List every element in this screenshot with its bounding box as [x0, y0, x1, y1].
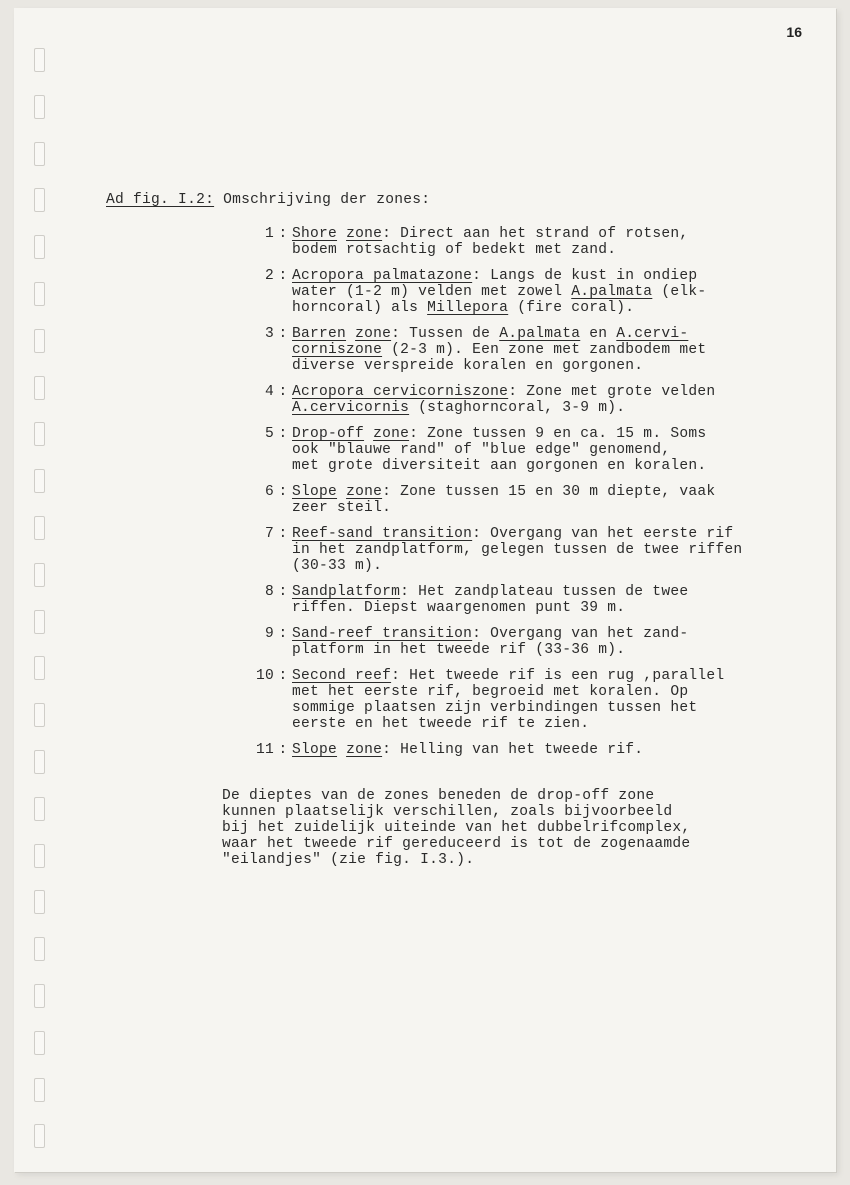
zone-description [292, 268, 796, 316]
zone-separator: : [278, 742, 288, 758]
zone-item [226, 742, 796, 758]
underlined-term: zone [346, 742, 383, 758]
underlined-term: zone [373, 426, 410, 442]
underlined-term: A.palmata [571, 284, 653, 300]
binding-hole [34, 329, 45, 353]
binding-hole [34, 656, 45, 680]
zone-number: 8 [264, 584, 274, 600]
text-segment: (fire coral). [508, 300, 635, 316]
underlined-term: corniszone [292, 342, 383, 358]
text-segment: riffen. Diepst waargenomen punt 39 m. [292, 600, 626, 616]
zone-list [226, 226, 796, 758]
zone-separator: : [278, 384, 288, 400]
underlined-term: Sand-reef transition [292, 626, 473, 642]
binding-hole [34, 797, 45, 821]
zone-item [226, 268, 796, 316]
binding-hole [34, 563, 45, 587]
zone-description [292, 584, 796, 616]
heading-label: Ad fig. I.2: [106, 192, 215, 208]
zone-description [292, 668, 796, 732]
text-segment: : Direct aan het strand of rotsen, [382, 226, 689, 242]
zone-item [226, 526, 796, 574]
underlined-term: Millepora [427, 300, 509, 316]
text-segment: zeer steil. [292, 500, 392, 516]
underlined-term: zone [346, 226, 383, 242]
zone-description [292, 742, 796, 758]
zone-number: 4 [264, 384, 274, 400]
binding-hole [34, 844, 45, 868]
zone-item [226, 426, 796, 474]
binding-hole [34, 188, 45, 212]
zone-item [226, 626, 796, 658]
zone-item [226, 484, 796, 516]
zone-line [292, 626, 796, 642]
binding-hole [34, 610, 45, 634]
zone-line [292, 542, 796, 558]
text-segment: : Zone tussen 15 en 30 m diepte, vaak [382, 484, 716, 500]
binding-hole [34, 937, 45, 961]
underlined-term: Acropora cervicorniszone [292, 384, 509, 400]
text-segment [337, 484, 346, 500]
binding-hole [34, 703, 45, 727]
text-segment [364, 426, 373, 442]
text-segment: met het eerste rif, begroeid met koralen. Op [292, 684, 689, 700]
underlined-term: Slope [292, 742, 338, 758]
text-segment: : Overgang van het zand- [472, 626, 689, 642]
zone-description [292, 426, 796, 474]
binding-hole [34, 142, 45, 166]
zone-separator: : [278, 426, 288, 442]
text-segment: platform in het tweede rif (33-36 m). [292, 642, 626, 658]
zone-line [292, 742, 796, 758]
closing-paragraph [222, 788, 796, 868]
zone-item [226, 384, 796, 416]
underlined-term: Second reef [292, 668, 392, 684]
zone-number: 3 [264, 326, 274, 342]
binding-hole [34, 422, 45, 446]
zone-separator: : [278, 326, 288, 342]
zone-description [292, 626, 796, 658]
zone-description [292, 526, 796, 574]
underlined-term: Barren [292, 326, 347, 342]
text-segment: met grote diversiteit aan gorgonen en koralen. [292, 458, 707, 474]
binding-hole [34, 95, 45, 119]
underlined-term: zone [355, 326, 392, 342]
underlined-term: Slope [292, 484, 338, 500]
zone-line [292, 642, 796, 658]
text-segment: en [580, 326, 617, 342]
zone-item [226, 326, 796, 374]
zone-line [292, 226, 796, 242]
zone-line [292, 284, 796, 300]
zone-line [292, 300, 796, 316]
underlined-term: A.palmata [499, 326, 581, 342]
zone-line [292, 384, 796, 400]
zone-number: 11 [255, 742, 274, 758]
zone-separator: : [278, 484, 288, 500]
zone-description [292, 226, 796, 258]
zone-separator: : [278, 268, 288, 284]
binding-hole [34, 376, 45, 400]
text-segment: bodem rotsachtig of bedekt met zand. [292, 242, 617, 258]
zone-line [292, 668, 796, 684]
zone-line [292, 242, 796, 258]
binding-hole [34, 890, 45, 914]
text-segment: eerste en het tweede rif te zien. [292, 716, 590, 732]
text-segment: : Zone tussen 9 en ca. 15 m. Soms [409, 426, 707, 442]
closing-line: bij het zuidelijk uiteinde van het dubbelrifcomplex, [222, 820, 691, 836]
text-segment: ook "blauwe rand" of "blue edge" genomend, [292, 442, 671, 458]
binding-hole [34, 1078, 45, 1102]
text-segment: in het zandplatform, gelegen tussen de twee riffen [292, 542, 743, 558]
zone-separator: : [278, 626, 288, 642]
text-segment: : Het zandplateau tussen de twee [400, 584, 689, 600]
text-segment: : Langs de kust in ondiep [472, 268, 698, 284]
zone-number: 6 [264, 484, 274, 500]
text-segment: (staghorncoral, 3-9 m). [409, 400, 626, 416]
zone-number: 5 [264, 426, 274, 442]
binding-hole [34, 1031, 45, 1055]
binding-hole [34, 469, 45, 493]
underlined-term: A.cervi- [616, 326, 689, 342]
underlined-term: Sandplatform [292, 584, 401, 600]
text-segment: : Zone met grote velden [508, 384, 716, 400]
zone-line [292, 500, 796, 516]
zone-separator: : [278, 584, 288, 600]
underlined-term: A.cervicornis [292, 400, 410, 416]
text-segment: (2-3 m). Een zone met zandbodem met [382, 342, 707, 358]
binding-hole [34, 48, 45, 72]
zone-item [226, 584, 796, 616]
underlined-term: Reef-sand transition [292, 526, 473, 542]
zone-item [226, 668, 796, 732]
heading [106, 192, 796, 208]
text-segment [337, 742, 346, 758]
underlined-term: Drop-off [292, 426, 365, 442]
text-segment [346, 326, 355, 342]
binding-hole [34, 984, 45, 1008]
document-page [14, 8, 836, 1172]
zone-line [292, 400, 796, 416]
zone-number: 9 [264, 626, 274, 642]
closing-line: "eilandjes" (zie fig. I.3.). [222, 852, 475, 868]
text-segment: diverse verspreide koralen en gorgonen. [292, 358, 644, 374]
zone-number: 10 [255, 668, 274, 684]
closing-line: waar het tweede rif gereduceerd is tot de zogenaamde [222, 836, 691, 852]
zone-line [292, 700, 796, 716]
zone-line [292, 716, 796, 732]
zone-number: 7 [264, 526, 274, 542]
closing-line: kunnen plaatselijk verschillen, zoals bijvoorbeeld [222, 804, 673, 820]
zone-line [292, 326, 796, 342]
binding-hole [34, 1124, 45, 1148]
text-segment [337, 226, 346, 242]
text-segment: water (1-2 m) velden met zowel [292, 284, 572, 300]
zone-line [292, 342, 796, 358]
text-segment: horncoral) als [292, 300, 428, 316]
zone-number: 1 [264, 226, 274, 242]
zone-line [292, 268, 796, 284]
zone-line [292, 458, 796, 474]
zone-line [292, 484, 796, 500]
zone-description [292, 484, 796, 516]
binding-hole [34, 516, 45, 540]
zone-item [226, 226, 796, 258]
zone-description [292, 384, 796, 416]
underlined-term: Acropora palmatazone [292, 268, 473, 284]
text-segment: : Helling van het tweede rif. [382, 742, 644, 758]
binding-hole [34, 282, 45, 306]
binding-hole [34, 235, 45, 259]
zone-line [292, 684, 796, 700]
zone-separator: : [278, 668, 288, 684]
text-segment: : Tussen de [391, 326, 500, 342]
underlined-term: Shore [292, 226, 338, 242]
binding-hole [34, 750, 45, 774]
zone-line [292, 442, 796, 458]
text-segment: : Overgang van het eerste rif [472, 526, 734, 542]
zone-line [292, 526, 796, 542]
zone-line [292, 558, 796, 574]
text-segment: (elk- [652, 284, 707, 300]
zone-number: 2 [264, 268, 274, 284]
text-segment: sommige plaatsen zijn verbindingen tussen het [292, 700, 698, 716]
zone-separator: : [278, 526, 288, 542]
zone-line [292, 584, 796, 600]
document-body [106, 192, 796, 868]
page-number: 16 [786, 24, 802, 40]
zone-line [292, 358, 796, 374]
zone-description [292, 326, 796, 374]
underlined-term: zone [346, 484, 383, 500]
text-segment: (30-33 m). [292, 558, 383, 574]
heading-text: Omschrijving der zones: [214, 192, 431, 208]
zone-line [292, 600, 796, 616]
zone-line [292, 426, 796, 442]
text-segment: : Het tweede rif is een rug ,parallel [391, 668, 725, 684]
zone-separator: : [278, 226, 288, 242]
closing-line: De dieptes van de zones beneden de drop-off zone [222, 788, 655, 804]
